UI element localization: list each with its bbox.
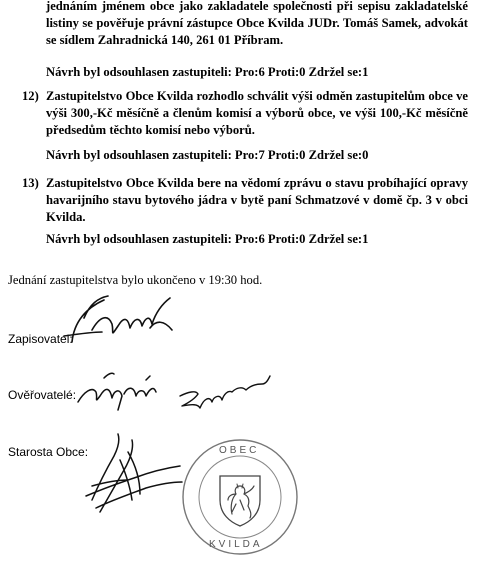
intro-vote: Návrh byl odsouhlasen zastupiteli: Pro:6 Proti:0 Zdržel se:1 [46,65,369,79]
item-13-vote: Návrh byl odsouhlasen zastupiteli: Pro:6 Proti:0 Zdržel se:1 [46,232,369,246]
item-13-number: 13) [22,176,39,190]
seal-bottom-text: KVILDA [209,539,263,550]
mayor-label: Starosta Obce: [8,445,89,459]
intro-paragraph: jednáním jménem obce jako zakladatele společnosti při sepisu zakladatelské listiny se pověřuje právní zástupce Obce Kvilda JUDr. Tomáš Samek, advokát se sídlem Zahradnická 140, 261 01 Příbram. [46,0,468,47]
seal-top-text: OBEC [219,445,260,456]
item-13-text: Zastupitelstvo Obce Kvilda bere na vědomí zprávu o stavu probíhající opravy havarijního stavu bytového jádra v bytě paní Schmatzové v domě čp. 3 v obci Kvilda. [46,176,468,224]
recorder-label: Zapisovatel: [8,332,73,346]
item-12-number: 12) [22,89,39,103]
verifiers-label: Ověřovatelé: [8,388,77,402]
item-12-text: Zastupitelstvo Obce Kvilda rozhodlo schválit výši odměn zastupitelům obce ve výši 300,-Kč měsíčně a členům komisí a výborů obce, ve výši 100,-Kč měsíčně předsedům těchto komisí nebo výborů. [46,89,468,137]
closing-line: Jednání zastupitelstva bylo ukončeno v 19:30 hod. [8,273,263,287]
item-12-vote: Návrh byl odsouhlasen zastupiteli: Pro:7 Proti:0 Zdržel se:0 [46,148,369,162]
